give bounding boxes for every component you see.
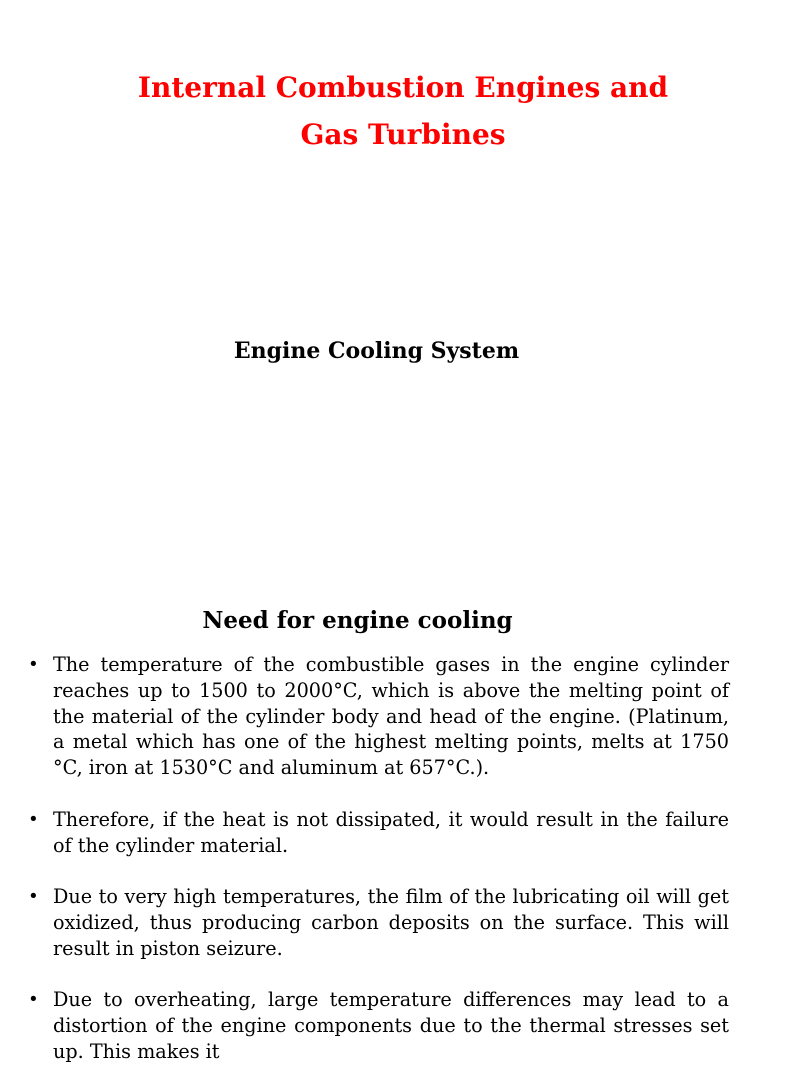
- bullet-icon: •: [30, 989, 37, 1011]
- bullet-item-1: [30, 652, 729, 781]
- bullet-text: The temperature of the combustible gases in the engine cylinder reaches up to 1500 to 2000°C, which is above the melting point of the material of the cylinder body and head of the engine. (Platinum, a metal which has one of the highest melting points, melts at 1750 °C, iron at 1530°C and aluminum at 657°C.).: [53, 653, 729, 780]
- bullet-icon: •: [30, 654, 37, 675]
- bullet-text: Due to very high temperatures, the film of the lubricating oil will get oxidized, thus producing carbon deposits on the surface. This will result in piston seizure.: [53, 885, 729, 960]
- bullet-text: Therefore, if the heat is not dissipated, it would result in the failure of the cylinder material.: [53, 807, 729, 857]
- slide-subtitle: Engine Cooling System: [233, 338, 520, 364]
- bullet-list: [30, 652, 729, 1091]
- bullet-icon: •: [30, 808, 37, 830]
- bullet-icon: •: [30, 886, 37, 908]
- document-title-line-1: Internal Combustion Engines and: [137, 71, 669, 104]
- section-heading: Need for engine cooling: [202, 607, 513, 634]
- bullet-item-2: [30, 807, 729, 859]
- bullet-item-4: [30, 987, 729, 1064]
- document-title-line-2: Gas Turbines: [300, 118, 506, 151]
- bullet-text: Due to overheating, large temperature differences may lead to a distortion of the engine components due to the thermal stresses set up. This makes it: [53, 988, 729, 1063]
- bullet-item-3: [30, 884, 729, 961]
